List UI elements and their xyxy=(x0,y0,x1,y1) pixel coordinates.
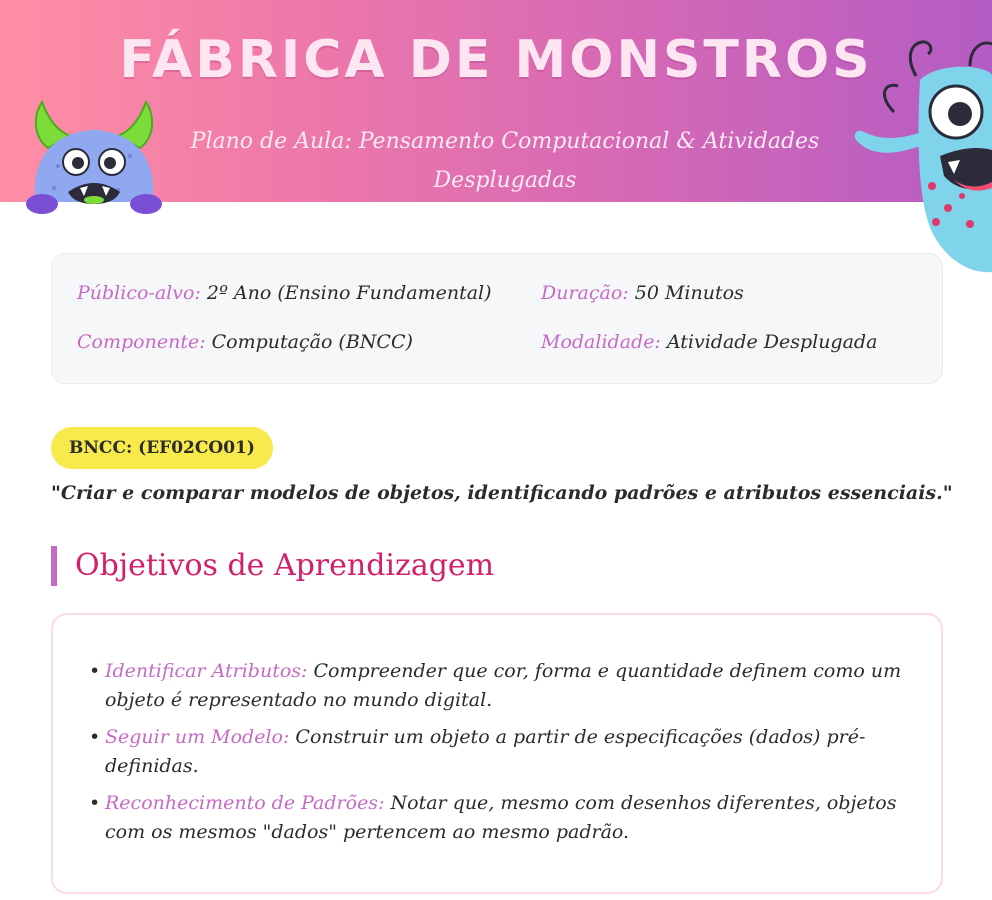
bullet: • xyxy=(89,660,101,682)
duracao-label: Duração: xyxy=(541,282,629,304)
horned-blue-monster-icon xyxy=(18,96,170,218)
modalidade-label: Modalidade: xyxy=(541,331,661,353)
publico-value: 2º Ano (Ensino Fundamental) xyxy=(200,282,492,304)
objective-text: Construir um objeto a partir de especificações (dados) pré-definidas. xyxy=(105,726,866,777)
publico-label: Público-alvo: xyxy=(77,282,201,304)
objectives-list xyxy=(89,657,919,855)
componente-value: Computação (BNCC) xyxy=(205,331,413,353)
info-publico xyxy=(77,282,492,304)
objectives-heading: Objetivos de Aprendizagem xyxy=(51,546,494,586)
bncc-badge: BNCC: (EF02CO01) xyxy=(51,427,273,469)
bullet: • xyxy=(89,792,101,814)
list-item xyxy=(89,789,919,847)
lesson-info-card xyxy=(51,253,943,384)
list-item xyxy=(89,657,919,715)
page-subtitle: Plano de Aula: Pensamento Computacional & Atividades Desplugadas xyxy=(190,129,820,193)
bullet: • xyxy=(89,726,101,748)
page-title: FÁBRICA DE MONSTROS xyxy=(119,30,873,90)
objectives-card xyxy=(51,613,943,894)
objective-text: Notar que, mesmo com desenhos diferentes, objetos com os mesmos "dados" pertencem ao mesmo padrão. xyxy=(105,792,897,843)
componente-label: Componente: xyxy=(77,331,206,353)
duracao-value: 50 Minutos xyxy=(628,282,744,304)
info-duracao xyxy=(541,282,744,304)
bncc-quote: "Criar e comparar modelos de objetos, identificando padrões e atributos essenciais." xyxy=(51,482,953,504)
objective-label: Reconhecimento de Padrões: xyxy=(105,792,385,814)
objective-label: Seguir um Modelo: xyxy=(105,726,290,748)
waving-cyan-monster-icon xyxy=(850,36,992,280)
info-componente xyxy=(77,331,413,353)
objective-text: Compreender que cor, forma e quantidade definem como um objeto é representado no mundo digital. xyxy=(105,660,902,711)
info-modalidade xyxy=(541,331,877,353)
objective-label: Identificar Atributos: xyxy=(105,660,308,682)
modalidade-value: Atividade Desplugada xyxy=(660,331,878,353)
list-item xyxy=(89,723,919,781)
